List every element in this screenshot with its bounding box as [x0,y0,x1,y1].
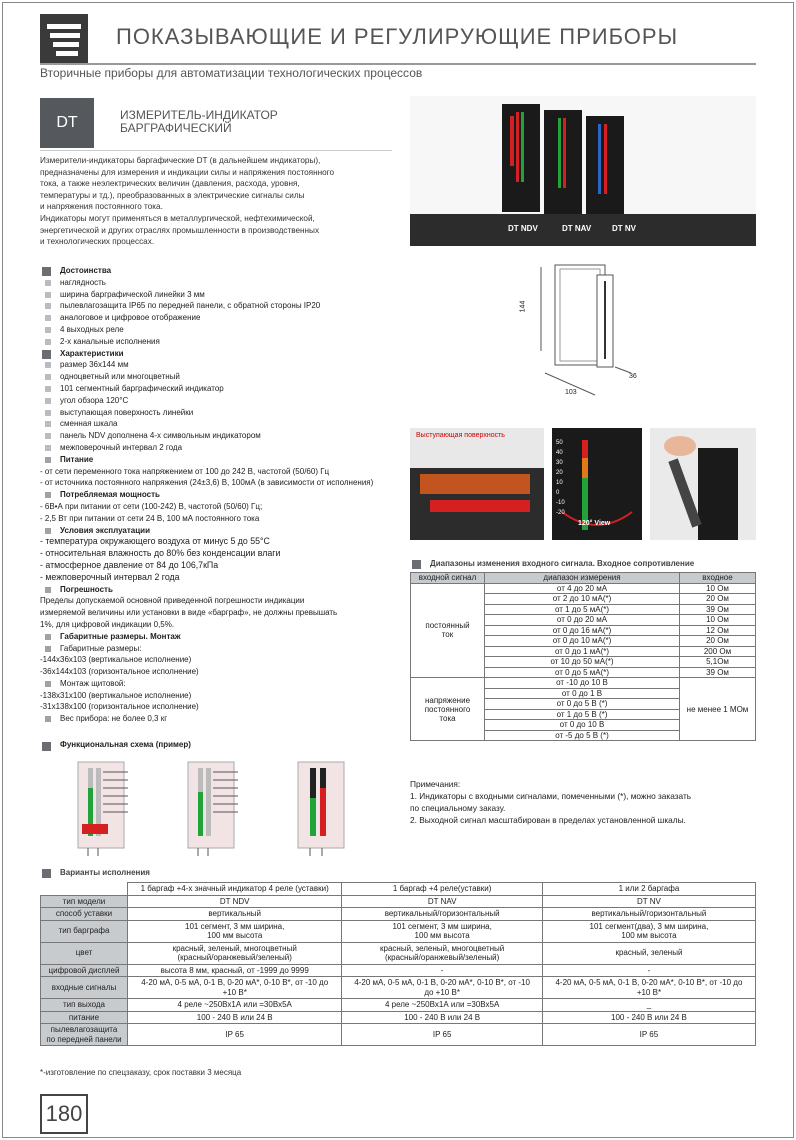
table-cell: IP 65 [342,1024,543,1046]
column-header: 1 баргаф +4-х значный индикатор 4 реле (уставки) [128,883,342,896]
conditions-line: - относительная влажность до 80% без конденсации влаги [40,548,281,559]
power-line: - от сети переменного тока напряжением от 100 до 242 В, частотой (50/60) Гц [40,466,330,476]
notes-heading: Примечания: [410,779,461,789]
view-angle-photo [552,428,642,540]
list-item: аналоговое и цифровое отображение [40,312,396,324]
table-cell: не менее 1 МОм [680,678,756,741]
spec-column [40,265,396,725]
table-cell: DT NV [542,895,755,908]
table-cell: 101 сегмент, 3 мм ширина, 100 мм высота [128,920,342,942]
table-cell: DT NAV [342,895,543,908]
list-item: панель NDV дополнена 4-х символьным индикатором [40,430,396,442]
dimension-drawing [505,255,655,405]
conditions-line: - межповерочный интервал 2 года [40,571,180,582]
table-cell: 100 - 240 В или 24 В [128,1011,342,1024]
ranges-heading: Диапазоны изменения входного сигнала. Входное сопротивление [410,559,694,568]
table-cell: от 0 до 1 мА(*) [485,646,680,657]
notes-block [410,778,756,826]
table-cell: от -10 до 10 В [485,678,680,689]
row-label: входные сигналы [41,977,128,999]
table-cell: от 0 до 16 мА(*) [485,625,680,636]
row-label: цифровой дисплей [41,964,128,977]
column-header: 1 баргаф +4 реле(уставки) [342,883,543,896]
table-cell: от -5 до 5 В (*) [485,730,680,741]
table-cell: 39 Ом [680,604,756,615]
dimensions-heading: Габаритные размеры. Монтаж [40,631,396,643]
table-cell: 200 Ом [680,646,756,657]
table-cell: IP 65 [542,1024,755,1046]
row-label: тип выхода [41,999,128,1012]
table-cell: от 0 до 5 В (*) [485,699,680,710]
table-row [41,1011,756,1024]
table-cell: красный, зеленый, многоцветный (красный/оранжевый/зеленый) [342,942,543,964]
table-row [41,942,756,964]
note-item: 2. Выходной сигнал масштабирован в пределах установленной шкалы. [410,815,686,825]
table-cell: вертикальный/горизонтальный [542,908,755,921]
mounting-line: -31x138x100 (горизонтальное исполнение) [40,702,199,712]
list-item: выступающая поверхность линейки [40,407,396,419]
table-cell: _ [542,999,755,1012]
dim-depth: 103 [565,389,577,396]
page-number: 180 [40,1094,88,1134]
protrusion-photo [410,428,544,540]
list-item: одноцветный или многоцветный [40,371,396,383]
table-cell: 4-20 мА, 0-5 мА, 0-1 В, 0-20 мА*, 0-10 В*, от -10 до +10 В* [128,977,342,999]
table-row [41,999,756,1012]
table-row [41,908,756,921]
row-label: цвет [41,942,128,964]
list-item: пылевлагозащита IP65 по передней панели, с обратной стороны IP20 [40,300,396,312]
table-cell: от 0 до 10 В [485,720,680,731]
variants-footnote: *-изготовление по спецзаказу, срок поставки 3 месяца [40,1068,242,1077]
table-cell: 10 Ом [680,615,756,626]
title-divider [40,63,756,65]
table-cell: 20 Ом [680,594,756,605]
table-row [41,895,756,908]
functional-scheme-diagram [58,758,358,858]
table-cell: от 0 до 5 мА(*) [485,667,680,678]
product-badge: DT [40,98,94,148]
scheme-nav [188,762,238,856]
mounting-sub: Монтаж щитовой: [40,678,396,690]
table-cell: - [342,964,543,977]
list-item: наглядность [40,277,396,289]
advantages-heading: Достоинства [40,265,396,277]
product-photo [410,96,756,246]
row-label: питание [41,1011,128,1024]
note-item: 1. Индикаторы с входными сигналами, помеченными (*), можно заказать по специальному заказу. [410,791,692,813]
dimension-drawing-art [505,255,655,405]
table-cell: вертикальный/горизонтальный [342,908,543,921]
column-header: входной сигнал [411,573,485,584]
table-row [41,964,756,977]
scale-replace-photo-art [650,428,756,540]
table-cell: от 0 до 1 В [485,688,680,699]
table-cell: 4 реле ~250Вх1А или =30Вх5А [342,999,543,1012]
mounting-line: -138x31x100 (вертикальное исполнение) [40,690,192,700]
consumption-line: - 6В•А при питании от сети (100-242) В, частотой (50/60) Гц; [40,501,263,511]
column-header: 1 или 2 баргафа [542,883,755,896]
table-cell: 4 реле ~250Вх1А или =30Вх5А [128,999,342,1012]
functional-scheme-heading: Функциональная схема (пример) [40,740,191,749]
table-row [411,678,756,689]
scale-labels: 50 40 30 20 10 0 -10 -20 [556,440,565,516]
model-label: DT NAV [562,224,592,233]
scale-replace-photo [650,428,756,540]
brand-logo-icon [40,14,88,64]
dimension-line: -36x144x103 (горизонтальное исполнение) [40,667,199,677]
table-cell: красный, зеленый [542,942,755,964]
consumption-heading: Потребляемая мощность [40,489,396,501]
table-row [41,977,756,999]
group-cell: постоянный ток [411,583,485,678]
table-header-row [411,573,756,584]
dimensions-sub: Габаритные размеры: [40,643,396,655]
table-cell: от 2 до 10 мА(*) [485,594,680,605]
row-label: способ уставки [41,908,128,921]
table-cell: 5,1Ом [680,657,756,668]
protrusion-label: Выступающая поверхность [416,432,505,439]
table-cell: 12 Ом [680,625,756,636]
table-cell: 20 Ом [680,636,756,647]
view-angle-label: 120° View [578,520,611,527]
table-cell: вертикальный [128,908,342,921]
table-cell: от 1 до 5 В (*) [485,709,680,720]
section-divider [40,150,392,151]
dim-width: 36 [629,373,637,380]
conditions-heading: Условия эксплуатации [40,525,396,537]
model-label: DT NV [612,224,636,233]
row-label: тип модели [41,895,128,908]
list-item: 101 сегментный барграфический индикатор [40,383,396,395]
product-title: ИЗМЕРИТЕЛЬ-ИНДИКАТОР БАРГРАФИЧЕСКИЙ [120,108,278,135]
table-cell: от 1 до 5 мА(*) [485,604,680,615]
column-header: входное [680,573,756,584]
table-cell: от 0 до 10 мА(*) [485,636,680,647]
table-cell: 101 сегмент(два), 3 мм ширина, 100 мм высота [542,920,755,942]
table-cell: 4-20 мА, 0-5 мА, 0-1 В, 0-20 мА*, 0-10 В*, от -10 до +10 В* [342,977,543,999]
list-item: сменная шкала [40,418,396,430]
list-item: 4 выходных реле [40,324,396,336]
table-cell: - [542,964,755,977]
table-cell: 39 Ом [680,667,756,678]
column-header: диапазон измерения [485,573,680,584]
table-row [41,920,756,942]
table-cell: 101 сегмент, 3 мм ширина, 100 мм высота [342,920,543,942]
list-item: угол обзора 120°С [40,395,396,407]
variants-heading: Варианты исполнения [40,868,150,877]
characteristics-heading: Характеристики [40,348,396,360]
table-cell: 100 - 240 В или 24 В [542,1011,755,1024]
row-label: пылевлагозащита по передней панели [41,1024,128,1046]
variants-table [40,882,756,1046]
consumption-line: - 2,5 Вт при питании от сети 24 В, 100 мА постоянного тока [40,513,260,523]
table-cell: от 10 до 50 мА(*) [485,657,680,668]
scheme-ndv [78,762,128,856]
group-cell: напряжение постоянного тока [411,678,485,741]
product-intro: Измерители-индикаторы баргафические DT (в дальнейшем индикаторы), предназначены для измерения и индикации силы и напряжения постоянного тока, а также неэлектрических величин (давления, расхода, уровня, температуры и тд.), преобразованных в электрические сигналы силы и напряжения постоянного тока. Индикаторы могут применяться в металлургической, нефтехимической, энергетической и других отраслях промышленности в производственных и технологических процессах. [40,156,335,247]
accuracy-text: Пределы допускаемой основной приведенной погрешности индикации измеряемой величины или установки в виде «барграф», не должны превышать 1%, для цифровой индикации 0,5%. [40,596,338,629]
table-row [411,583,756,594]
model-label: DT NDV [508,224,538,233]
page-subtitle: Вторичные приборы для автоматизации технологических процессов [40,66,423,80]
table-cell: 10 Ом [680,583,756,594]
scheme-nv [298,762,344,856]
table-cell: от 4 до 20 мА [485,583,680,594]
ranges-table [410,572,756,741]
table-header-row [41,883,756,896]
table-cell: IP 65 [128,1024,342,1046]
weight-line: Вес прибора: не более 0,3 кг [40,713,396,725]
list-item: межповерочный интервал 2 года [40,442,396,454]
table-row [41,1024,756,1046]
table-cell: высота 8 мм, красный, от -1999 до 9999 [128,964,342,977]
table-cell: красный, зеленый, многоцветный (красный/оранжевый/зеленый) [128,942,342,964]
conditions-line: - атмосферное давление от 84 до 106,7кПа [40,559,219,570]
table-cell: 4-20 мА, 0-5 мА, 0-1 В, 0-20 мА*, 0-10 В*, от -10 до +10 В* [542,977,755,999]
power-line: - от источника постоянного напряжения (24±3,6) В, 100мА (в зависимости от исполнения) [40,478,374,488]
page-title: ПОКАЗЫВАЮЩИЕ И РЕГУЛИРУЮЩИЕ ПРИБОРЫ [116,24,679,49]
accuracy-heading: Погрешность [40,584,396,596]
dimension-line: -144x36x103 (вертикальное исполнение) [40,655,192,665]
table-cell: от 0 до 20 мА [485,615,680,626]
table-cell: 100 - 240 В или 24 В [342,1011,543,1024]
list-item: ширина барграфической линейки 3 мм [40,289,396,301]
conditions-line: - температура окружающего воздуха от минус 5 до 55°С [40,536,270,547]
dim-height: 144 [519,300,527,313]
list-item: 2-х канальные исполнения [40,336,396,348]
list-item: размер 36x144 мм [40,359,396,371]
power-heading: Питание [40,454,396,466]
table-cell: DT NDV [128,895,342,908]
protrusion-photo-art [410,428,544,540]
row-label: тип барграфа [41,920,128,942]
